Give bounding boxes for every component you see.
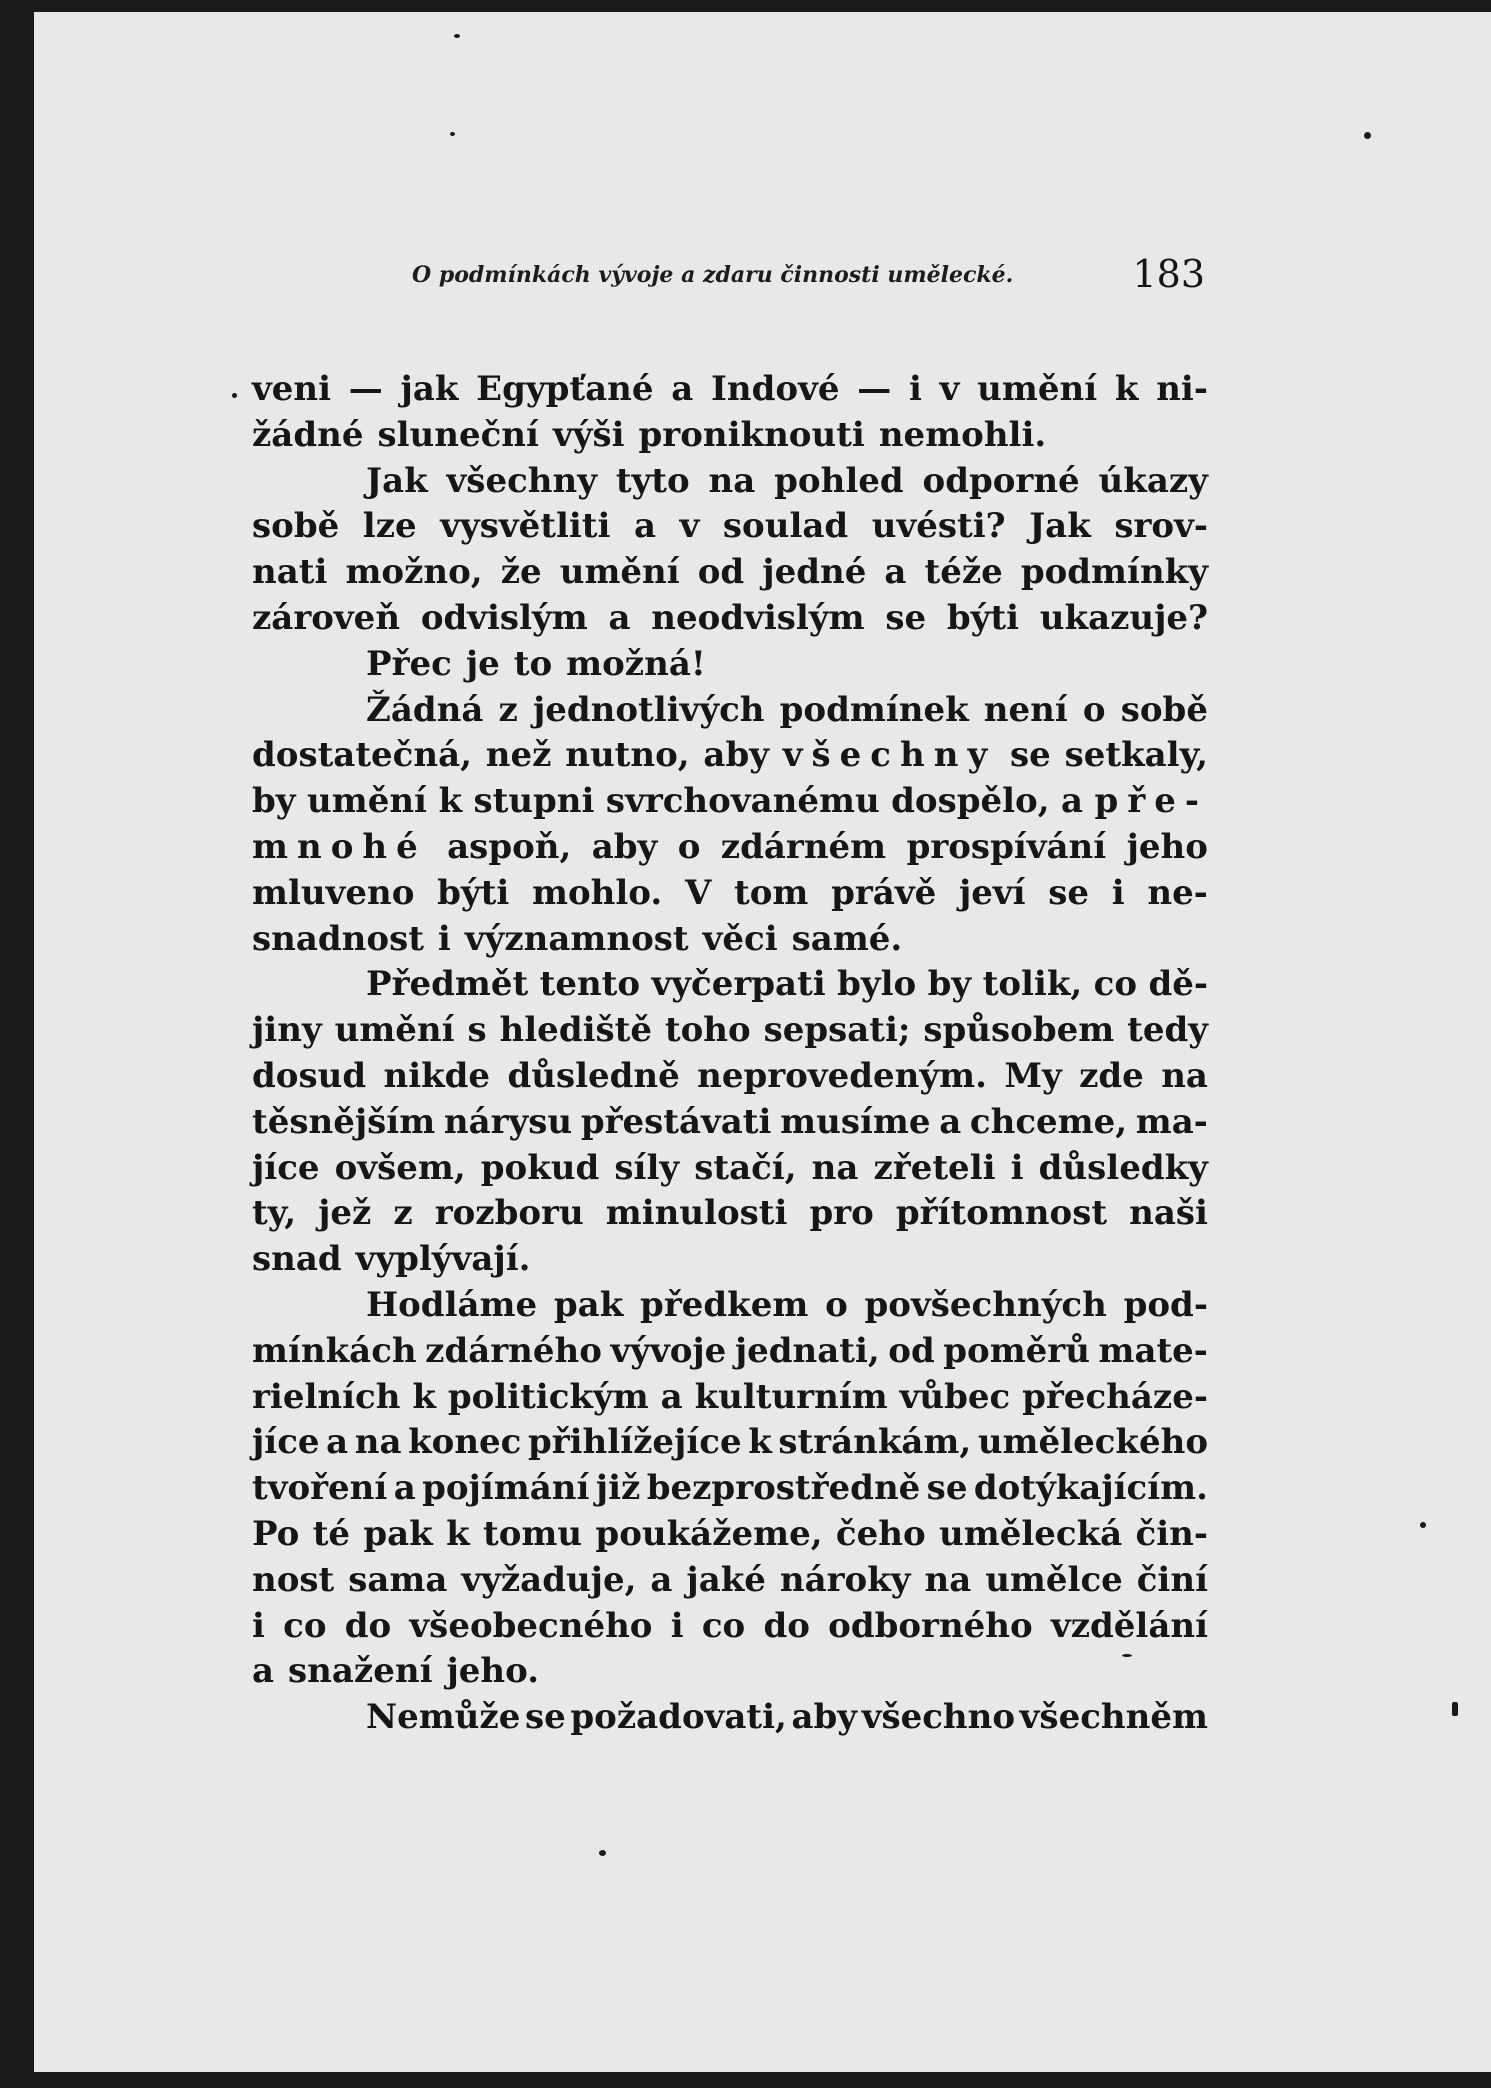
word: všechny <box>782 735 997 776</box>
word: všechno <box>861 1697 1016 1738</box>
word: snad <box>252 1239 342 1280</box>
word: se <box>1010 735 1051 776</box>
word: úkazy <box>1098 460 1208 501</box>
word: Jak <box>1029 506 1091 547</box>
word: se <box>1048 872 1090 913</box>
print-speck <box>454 34 460 38</box>
body-text <box>252 367 1208 1741</box>
word: aby <box>703 735 769 776</box>
word: aby <box>591 826 658 867</box>
word: možno, <box>345 552 483 593</box>
word: tolik, <box>982 964 1083 1005</box>
word: jedné <box>762 552 867 593</box>
word: politickým <box>447 1376 649 1417</box>
word: přecháze- <box>1022 1376 1208 1417</box>
word: umění <box>334 1010 455 1051</box>
word: V <box>684 872 712 913</box>
word: a <box>939 1101 962 1142</box>
word: ni- <box>1156 369 1208 409</box>
word: k <box>412 1376 436 1417</box>
word: Jak <box>366 460 428 501</box>
word: nemohli. <box>878 414 1047 455</box>
word: pod- <box>1123 1284 1208 1325</box>
text-line <box>252 1054 1208 1100</box>
word: v <box>939 369 960 409</box>
word: a <box>660 1376 683 1417</box>
word: z <box>498 689 518 730</box>
word: na <box>354 1422 402 1463</box>
word: býti <box>946 597 1020 638</box>
word: pře- <box>1094 781 1208 822</box>
word: umění <box>977 369 1098 409</box>
word: ma- <box>1135 1101 1208 1142</box>
word: Předmět <box>366 964 529 1005</box>
word: odporné <box>922 460 1080 501</box>
word: vzdělání <box>1050 1605 1208 1646</box>
word: vývoje <box>610 1330 727 1371</box>
word: věci <box>702 918 778 959</box>
word: to <box>513 643 553 684</box>
word: do <box>344 1605 392 1646</box>
text-line <box>252 917 1208 963</box>
word: srov- <box>1114 506 1208 547</box>
word: přihlížejíce <box>527 1422 742 1463</box>
word: vyčerpati <box>651 964 826 1005</box>
text-line <box>252 1329 1208 1375</box>
word: ty, <box>252 1193 297 1234</box>
word: Hodláme <box>366 1284 538 1325</box>
word: jak <box>400 369 459 409</box>
word: a <box>608 597 631 638</box>
word: k <box>748 1422 772 1463</box>
word: co <box>283 1605 327 1646</box>
word: nikde <box>383 1055 491 1096</box>
word: není <box>983 689 1068 730</box>
text-line <box>252 1512 1208 1558</box>
word: dotýkajícím. <box>973 1468 1208 1509</box>
word: sobě <box>252 506 340 547</box>
word: mohlo. <box>532 872 663 913</box>
word: se <box>524 1697 566 1738</box>
word: jiny <box>252 1010 322 1051</box>
word: a <box>326 1422 349 1463</box>
word: mluveno <box>252 872 415 913</box>
word: vysvětliti <box>440 506 611 547</box>
word: zde <box>1079 1055 1144 1096</box>
word: i <box>252 1605 265 1646</box>
word: setkaly, <box>1064 735 1208 776</box>
word: vyžaduje, <box>461 1559 637 1600</box>
word: požadovati, <box>570 1697 787 1738</box>
word: snadnost <box>252 918 424 959</box>
word: s <box>467 1010 487 1051</box>
word: výši <box>552 414 625 455</box>
word: síly <box>614 1147 680 1188</box>
word: důsledky <box>1038 1147 1208 1188</box>
word: mate- <box>1098 1330 1208 1371</box>
word: odvislým <box>420 597 588 638</box>
word: všeobecného <box>409 1605 653 1646</box>
word: jaké <box>686 1559 766 1600</box>
word: k <box>438 781 462 822</box>
text-line <box>252 1100 1208 1146</box>
text-line <box>252 596 1208 642</box>
word: tomu <box>483 1513 583 1554</box>
word: a <box>1061 781 1084 822</box>
word: minulosti <box>605 1193 788 1234</box>
word: nárysu <box>443 1101 573 1142</box>
book-page <box>34 12 1491 2072</box>
word: jednotlivých <box>532 689 765 730</box>
word: tyto <box>615 460 690 501</box>
word: a <box>393 1468 416 1509</box>
word: o <box>1082 689 1106 730</box>
text-line <box>252 1375 1208 1421</box>
word: jíce <box>252 1422 320 1463</box>
word: že <box>500 552 542 593</box>
word: by <box>252 781 296 822</box>
word: i <box>1111 872 1125 913</box>
word: uvésti? <box>871 506 1006 547</box>
word: býti <box>437 872 510 913</box>
word: pak <box>363 1513 433 1554</box>
print-speck <box>599 1850 606 1856</box>
word: tento <box>539 964 641 1005</box>
word: tedy <box>1127 1010 1208 1051</box>
word: čeho <box>835 1513 926 1554</box>
text-line <box>252 550 1208 596</box>
word: činí <box>1136 1559 1208 1600</box>
word: bezprostředně <box>646 1468 921 1509</box>
word: významnost <box>464 918 689 959</box>
word: těsnějším <box>252 1101 436 1142</box>
word: té <box>312 1513 351 1554</box>
word: ovšem, <box>334 1147 466 1188</box>
word: poukážeme, <box>595 1513 823 1554</box>
word: předkem <box>640 1284 809 1325</box>
word: jednati, <box>734 1330 880 1371</box>
word: zároveň <box>252 597 401 638</box>
word: My <box>1004 1055 1062 1096</box>
word: všechny <box>446 460 597 501</box>
print-speck <box>450 132 455 136</box>
word: Přec <box>366 643 452 684</box>
word: ukazuje? <box>1039 597 1208 638</box>
word: se <box>926 1468 968 1509</box>
text-line <box>252 1191 1208 1237</box>
word: téže <box>924 552 1003 593</box>
text-line <box>252 688 1208 734</box>
word: na <box>924 1559 972 1600</box>
text-line <box>252 871 1208 917</box>
margin-dot <box>232 393 237 398</box>
word: nutno, <box>565 735 690 776</box>
word: kulturním <box>694 1376 888 1417</box>
word: Žádná <box>366 689 484 730</box>
word: dě- <box>1148 964 1208 1005</box>
page-number: 183 <box>1132 252 1205 296</box>
word: tom <box>734 872 809 913</box>
word: naši <box>1129 1193 1208 1234</box>
word: stránkám, <box>778 1422 972 1463</box>
word: zdárného <box>425 1330 602 1371</box>
word: ne- <box>1147 872 1208 913</box>
word: nost <box>252 1559 335 1600</box>
word: nati <box>252 552 328 593</box>
text-line <box>252 1604 1208 1650</box>
word: proniknouti <box>638 414 865 455</box>
word: pokud <box>480 1147 600 1188</box>
word: a <box>650 1559 673 1600</box>
word: možná! <box>566 643 706 684</box>
word: dostatečná, <box>252 735 472 776</box>
word: umění <box>307 781 427 822</box>
word: rielních <box>252 1376 401 1417</box>
word: povšechných <box>864 1284 1107 1325</box>
word: umělecká <box>939 1513 1123 1554</box>
word: hlediště <box>499 1010 652 1051</box>
word: jež <box>318 1193 372 1234</box>
word: a <box>633 506 657 547</box>
word: Nemůže <box>366 1697 521 1738</box>
word: samé. <box>791 918 903 959</box>
word: jíce <box>252 1147 320 1188</box>
word: vyplývají. <box>355 1239 531 1280</box>
word: na <box>811 1147 859 1188</box>
word: soulad <box>722 506 849 547</box>
word: právě <box>831 872 937 913</box>
text-line <box>252 1008 1208 1054</box>
word: sobě <box>1120 689 1208 730</box>
word: tvoření <box>252 1468 388 1509</box>
word: uměleckého <box>977 1422 1208 1463</box>
word: zdárném <box>720 826 887 867</box>
word: i <box>437 918 451 959</box>
word: aby <box>791 1697 858 1738</box>
print-speck <box>1452 1702 1458 1716</box>
word: Indové <box>711 369 840 409</box>
word: z <box>393 1193 413 1234</box>
word: stačí, <box>694 1147 797 1188</box>
text-line <box>252 459 1208 505</box>
scan-top-edge <box>0 0 1491 12</box>
word: pro <box>809 1193 874 1234</box>
word: musíme <box>780 1101 931 1142</box>
word: rozboru <box>434 1193 584 1234</box>
word: bylo <box>837 964 917 1005</box>
word: o <box>677 826 701 867</box>
word: prospívání <box>906 826 1107 867</box>
text-line <box>252 1649 1208 1695</box>
word: aspoň, <box>447 826 572 867</box>
word: jeho. <box>446 1651 540 1692</box>
word: sepsati; <box>763 1010 911 1051</box>
text-line <box>252 1466 1208 1512</box>
word: neprovedeným. <box>697 1055 987 1096</box>
word: do <box>763 1605 810 1646</box>
scan-bottom-edge <box>0 2072 520 2088</box>
word: mínkách <box>252 1330 417 1371</box>
word: se <box>885 597 927 638</box>
word: o <box>825 1284 848 1325</box>
word: umělce <box>985 1559 1123 1600</box>
word: podmínky <box>1020 552 1208 593</box>
print-speck <box>1420 1522 1426 1528</box>
word: jeho <box>1126 826 1208 867</box>
word: lze <box>362 506 417 547</box>
word: poměrů <box>943 1330 1090 1371</box>
word: konec <box>408 1422 522 1463</box>
word: než <box>485 735 552 776</box>
word: přestávati <box>580 1101 772 1142</box>
word: i <box>670 1605 684 1646</box>
word: sama <box>348 1559 448 1600</box>
word: v <box>679 506 700 547</box>
word: k <box>446 1513 470 1554</box>
word: pak <box>553 1284 624 1325</box>
word: toho <box>664 1010 751 1051</box>
text-line <box>252 1237 1208 1283</box>
word: k <box>1114 369 1139 409</box>
word: spůsobem <box>923 1010 1115 1051</box>
word: Po <box>252 1513 300 1554</box>
running-title: O podmínkách vývoje a zdaru činnosti umělecké. <box>412 262 1014 288</box>
word: stupni <box>473 781 595 822</box>
word: — <box>857 369 892 409</box>
word: veni <box>252 369 332 409</box>
word: Egypťané <box>476 369 654 409</box>
word: a <box>671 369 694 409</box>
word: již <box>595 1468 641 1509</box>
word: důsledně <box>507 1055 680 1096</box>
word: žádné <box>252 414 364 455</box>
word: vůbec <box>899 1376 1011 1417</box>
word: co <box>701 1605 746 1646</box>
word: svrchovanému <box>605 781 880 822</box>
text-line <box>252 413 1208 459</box>
word: pojímání <box>422 1468 590 1509</box>
word: všechněm <box>1019 1697 1208 1738</box>
word: chceme, <box>969 1101 1128 1142</box>
word: od <box>697 552 745 593</box>
word: podmínek <box>779 689 969 730</box>
word: co <box>1093 964 1138 1005</box>
print-speck <box>1364 132 1371 139</box>
text-line <box>252 1283 1208 1329</box>
word: na <box>708 460 756 501</box>
word: jeví <box>958 872 1026 913</box>
word: sluneční <box>377 414 539 455</box>
word: nároky <box>779 1559 911 1600</box>
word: neodvislým <box>651 597 865 638</box>
word: zřeteli <box>873 1147 996 1188</box>
word: odborného <box>828 1605 1033 1646</box>
running-header <box>412 252 1212 312</box>
word: mnohé <box>252 826 427 867</box>
text-line <box>252 367 1208 413</box>
word: by <box>927 964 972 1005</box>
word: a <box>884 552 907 593</box>
word: od <box>888 1330 935 1371</box>
text-line <box>252 1695 1208 1741</box>
text-line <box>252 779 1208 825</box>
word: dosud <box>252 1055 367 1096</box>
word: čin- <box>1135 1513 1208 1554</box>
text-line <box>252 1558 1208 1604</box>
text-line <box>252 962 1208 1008</box>
text-line <box>252 1420 1208 1466</box>
word: přítomnost <box>895 1193 1108 1234</box>
word: umění <box>559 552 680 593</box>
word: — <box>348 369 383 409</box>
text-line <box>252 504 1208 550</box>
word: dospělo, <box>891 781 1050 822</box>
word: a <box>252 1651 275 1692</box>
word: i <box>1010 1147 1024 1188</box>
text-line <box>252 642 1208 688</box>
word: pohled <box>774 460 904 501</box>
text-line <box>252 1146 1208 1192</box>
word: i <box>908 369 922 409</box>
text-line <box>252 733 1208 779</box>
word: na <box>1161 1055 1208 1096</box>
word: je <box>465 643 500 684</box>
text-line <box>252 825 1208 871</box>
word: snažení <box>288 1651 433 1692</box>
